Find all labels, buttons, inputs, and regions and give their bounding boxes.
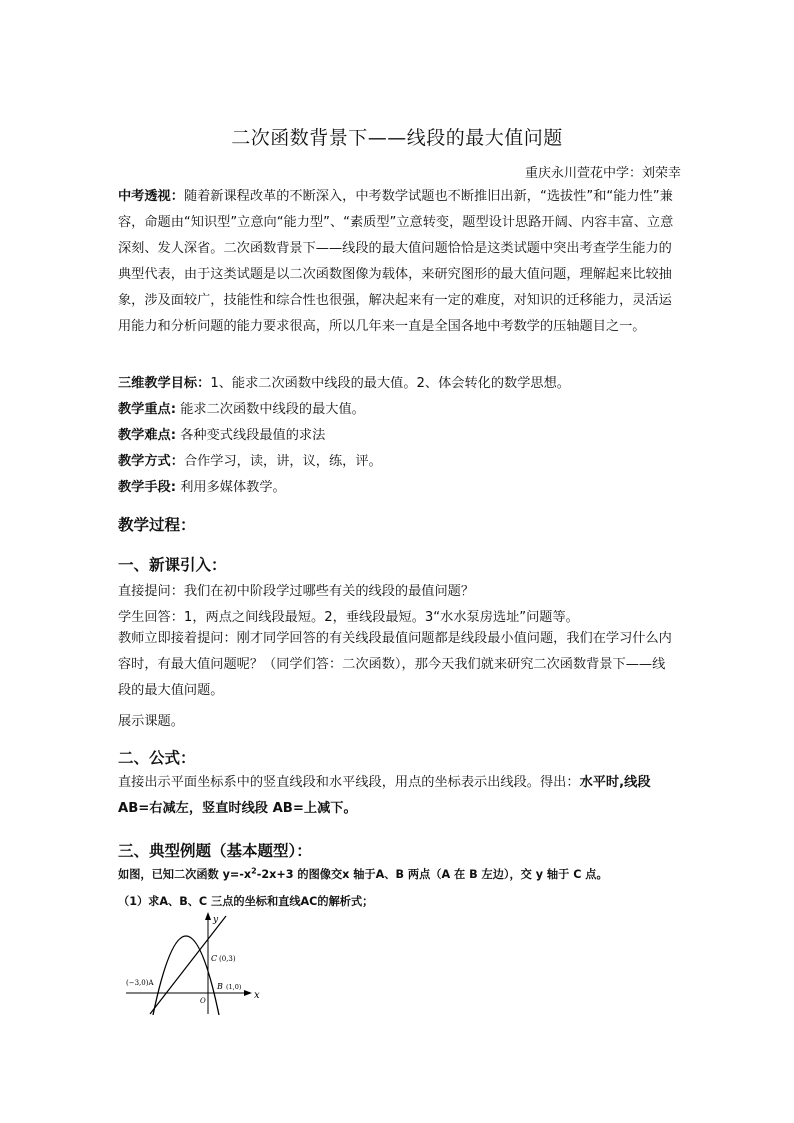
origin-label: O — [200, 997, 206, 1005]
point-a-label: (−3,0)A — [126, 979, 154, 987]
question-1: （1）求A、B、C 三点的坐标和直线AC的解析式； — [118, 895, 374, 908]
intro-paragraph — [118, 184, 678, 340]
intro-label: 中考透视： — [118, 189, 184, 204]
goal-label: 三维教学目标： — [118, 376, 211, 391]
section1-paragraph: 教师立即接着提问：刚才同学回答的有关线段最值问题都是线段最小值问题，我们在学习什么内容时，有最大值问题呢？（同学们答：二次函数），那今天我们就来研究二次函数背景下——线段的最大值问题。 — [118, 631, 672, 698]
section1-answer: 学生回答：1，两点之间线段最短。2，垂线段最短。3“水水泵房选址”问题等。 — [118, 610, 579, 625]
difficulty-label: 教学难点: — [118, 428, 177, 443]
method-label: 教学方式： — [118, 454, 184, 469]
process-heading: 教学过程： — [118, 516, 196, 534]
line-ac — [150, 916, 226, 1014]
point-b-label: B — [217, 982, 223, 991]
section2-formula: 水平时,线段 AB=右减左，竖直时线段 AB=上减下。 — [118, 775, 651, 816]
difficulty-line — [118, 424, 325, 443]
intro-text: 随着新课程改革的不断深入，中考数学试题也不断推旧出新，“选拔性”和“能力性”兼容，命题由“知识型”立意向“能力型”、“素质型”立意转变，题型设计思路开阔、内容丰富、立意深刻、发人深省。二次函数背景下——线段的最大值问题恰恰是这类试题中突出考查学生能力的典型代表，由于这类试题是以二次函数图像为载体，来研究图形的最大值问题，理解起来比较抽象，涉及面较广，技能性和综合性也很强，解决起来有一定的难度，对知识的迁移能力，灵活运用能力和分析问题的能力要求很高，所以几年来一直是全国各地中考数学的压轴题目之一。 — [118, 189, 674, 334]
page-title: 二次函数背景下——线段的最大值问题 — [231, 127, 563, 149]
section3-heading: 三、典型例题（基本题型）： — [118, 842, 312, 860]
method-text: 合作学习，读，讲，议，练，评。 — [183, 454, 382, 469]
goal-line — [118, 372, 570, 391]
parabola-figure — [120, 910, 270, 1022]
method-line — [118, 450, 382, 469]
author-line: 重庆永川萱花中学：刘荣幸 — [524, 166, 681, 181]
tool-text: 利用多媒体教学。 — [176, 480, 286, 495]
y-label: y — [213, 915, 219, 925]
section1-question: 直接提问：我们在初中阶段学过哪些有关的线段的最值问题？ — [118, 584, 475, 599]
goal-text: 1、能求二次函数中线段的最大值。2、体会转化的数学思想。 — [210, 376, 570, 391]
example-statement — [118, 866, 608, 882]
example-prefix: 如图，已知二次函数 y=-x — [118, 868, 252, 881]
point-c-coord: (0,3) — [219, 955, 236, 963]
key-point-line — [118, 398, 365, 417]
parabola-curve — [153, 936, 219, 1015]
section2-paragraph — [118, 770, 678, 822]
key-point-label: 教学重点: — [118, 402, 177, 417]
y-axis-arrow — [205, 912, 211, 920]
x-axis-arrow — [244, 990, 252, 996]
section1-heading: 一、新课引入： — [118, 556, 227, 574]
example-suffix: -2x+3 的图像交x 轴于A、B 两点（A 在 B 左边），交 y 轴于 C 点。 — [256, 868, 608, 881]
point-c-label: C — [211, 954, 218, 963]
difficulty-text: 各种变式线段最值的求法 — [176, 428, 326, 443]
tool-label: 教学手段: — [118, 480, 177, 495]
section2-text: 直接出示平面坐标系中的竖直线段和水平线段，用点的坐标表示出线段。得出： — [118, 775, 580, 790]
tool-line — [118, 476, 286, 495]
key-point-text: 能求二次函数中线段的最大值。 — [176, 402, 365, 417]
section1-show-title: 展示课题。 — [118, 714, 184, 729]
point-b-coord: (1,0) — [226, 983, 242, 991]
section2-heading: 二、公式： — [118, 749, 196, 767]
example-exponent: 2 — [251, 866, 257, 876]
x-label: x — [254, 990, 260, 1001]
